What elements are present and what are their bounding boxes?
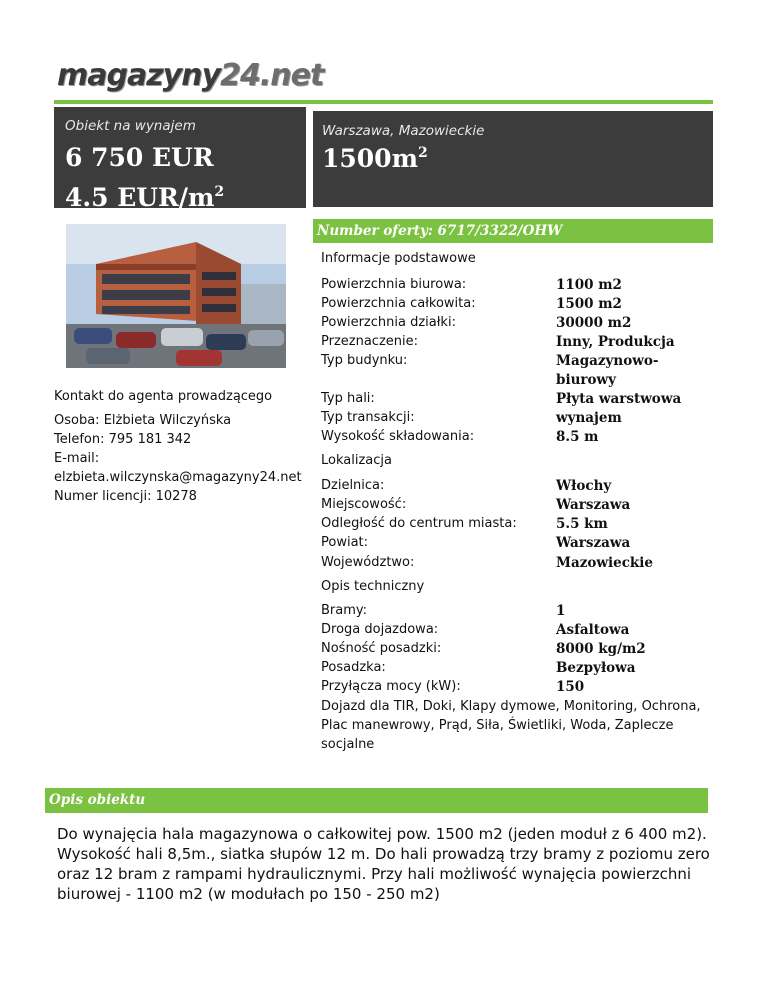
basic-label-6: Typ transakcji: bbox=[321, 410, 415, 425]
price-box bbox=[54, 107, 306, 212]
technical-features: Dojazd dla TIR, Doki, Klapy dymowe, Monitoring, Ochrona, Plac manewrowy, Prąd, Siła, Świetliki, Woda, Zaplecze socjalne bbox=[321, 699, 701, 752]
logo[interactable] bbox=[57, 58, 323, 94]
area-box bbox=[313, 111, 713, 207]
description-bar bbox=[45, 788, 708, 813]
technical-value-3: Bezpyłowa bbox=[556, 660, 636, 676]
price: 6 750 EUR bbox=[65, 143, 214, 172]
basic-label-4: Typ budynku: bbox=[321, 353, 408, 368]
property-photo bbox=[66, 224, 286, 368]
contact-person: Osoba: Elżbieta Wilczyńska bbox=[54, 413, 232, 428]
price-block bbox=[65, 140, 224, 215]
price-per-m2 bbox=[65, 175, 224, 215]
basic-value-0: 1100 m2 bbox=[556, 277, 622, 293]
location-value-2: 5.5 km bbox=[556, 516, 608, 532]
contact-phone[interactable]: Telefon: 795 181 342 bbox=[54, 432, 192, 447]
basic-label-3: Przeznaczenie: bbox=[321, 334, 419, 349]
location-label-1: Miejscowość: bbox=[321, 497, 407, 512]
location-label-3: Powiat: bbox=[321, 535, 369, 550]
area bbox=[322, 144, 428, 173]
location-summary: Warszawa, Mazowieckie bbox=[322, 123, 485, 139]
technical-label-3: Posadzka: bbox=[321, 660, 386, 675]
basic-value-4-line2: biurowy bbox=[556, 372, 616, 388]
basic-label-1: Powierzchnia całkowita: bbox=[321, 296, 476, 311]
basic-label-5: Typ hali: bbox=[321, 391, 375, 406]
price-per-m2-sup: 2 bbox=[214, 184, 225, 200]
offer-number: Number oferty: 6717/3322/OHW bbox=[317, 223, 563, 239]
basic-label-0: Powierzchnia biurowa: bbox=[321, 277, 467, 292]
location-value-3: Warszawa bbox=[556, 535, 631, 551]
basic-value-7: 8.5 m bbox=[556, 429, 599, 445]
basic-value-4: Magazynowo- bbox=[556, 353, 659, 369]
basic-value-6: wynajem bbox=[556, 410, 622, 426]
contact-license: Numer licencji: 10278 bbox=[54, 489, 197, 504]
price-per-m2-value: 4.5 EUR/m bbox=[65, 183, 215, 212]
location-title: Lokalizacja bbox=[321, 453, 392, 468]
location-value-1: Warszawa bbox=[556, 497, 631, 513]
area-sup: 2 bbox=[418, 145, 428, 161]
contact-email-label: E-mail: bbox=[54, 451, 100, 466]
technical-value-2: 8000 kg/m2 bbox=[556, 641, 646, 657]
basic-label-7: Wysokość składowania: bbox=[321, 429, 475, 444]
description-title: Opis obiektu bbox=[49, 792, 146, 808]
basic-value-3: Inny, Produkcja bbox=[556, 334, 675, 350]
location-label-4: Województwo: bbox=[321, 555, 415, 570]
contact-email[interactable]: elzbieta.wilczynska@magazyny24.net bbox=[54, 470, 302, 485]
technical-value-0: 1 bbox=[556, 603, 566, 619]
logo-text: magazyny bbox=[57, 58, 221, 93]
basic-info-title: Informacje podstawowe bbox=[321, 251, 476, 266]
basic-value-5: Płyta warstwowa bbox=[556, 391, 682, 407]
technical-label-0: Bramy: bbox=[321, 603, 368, 618]
basic-label-2: Powierzchnia działki: bbox=[321, 315, 456, 330]
location-label-2: Odległość do centrum miasta: bbox=[321, 516, 517, 531]
technical-label-2: Nośność posadzki: bbox=[321, 641, 442, 656]
technical-value-1: Asfaltowa bbox=[556, 622, 630, 638]
technical-label-4: Przyłącza mocy (kW): bbox=[321, 679, 461, 694]
technical-label-1: Droga dojazdowa: bbox=[321, 622, 439, 637]
basic-value-1: 1500 m2 bbox=[556, 296, 622, 312]
description-text: Do wynajęcia hala magazynowa o całkowitej pow. 1500 m2 (jeden moduł z 6 400 m2). Wysokość hali 8,5m., siatka słupów 12 m. Do hali prowadzą trzy bramy z poziomu zero oraz 12 bram z rampami hydraulicznymi. Przy hali możliwość wynajęcia powierzchni biurowej - 1100 m2 (w modułach po 150 - 250 m2) bbox=[57, 825, 710, 903]
offer-number-bar bbox=[313, 219, 713, 243]
area-value: 1500m bbox=[322, 144, 419, 173]
basic-value-2: 30000 m2 bbox=[556, 315, 632, 331]
logo-accent: 24.net bbox=[220, 58, 324, 93]
location-value-4: Mazowieckie bbox=[556, 555, 653, 571]
location-value-0: Włochy bbox=[556, 478, 612, 494]
technical-value-4: 150 bbox=[556, 679, 585, 695]
contact-heading: Kontakt do agenta prowadzącego bbox=[54, 389, 273, 404]
agent-contact bbox=[54, 387, 302, 506]
location-label-0: Dzielnica: bbox=[321, 478, 385, 493]
technical-title: Opis techniczny bbox=[321, 579, 425, 594]
header-rule bbox=[54, 100, 713, 104]
offer-type: Obiekt na wynajem bbox=[65, 118, 196, 134]
